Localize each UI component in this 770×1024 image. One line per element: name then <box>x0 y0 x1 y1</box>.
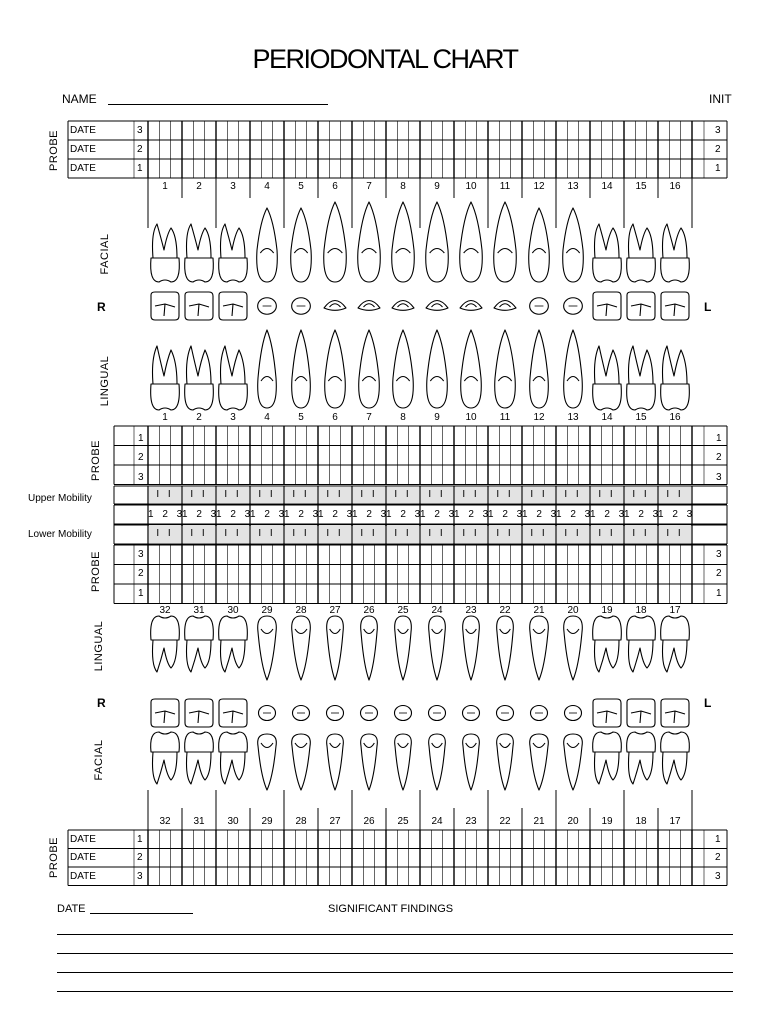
molar-root <box>663 346 688 384</box>
single-root-tooth <box>497 734 514 790</box>
tooth-number: 20 <box>567 605 579 616</box>
mobility-scale-cell[interactable]: 1 2 3 <box>182 509 220 520</box>
tooth-number: 17 <box>669 816 681 827</box>
lower-mobility-cell[interactable]: I I <box>258 528 276 539</box>
tooth-number: 19 <box>601 605 613 616</box>
single-root-tooth <box>530 330 549 408</box>
date-label: DATE <box>70 852 96 863</box>
probe-row-num: 1 <box>715 834 721 845</box>
probe-row-num: 3 <box>715 871 721 882</box>
tooth-number: 22 <box>499 816 511 827</box>
left-label-upper: L <box>704 300 712 314</box>
molar-crown <box>627 616 656 640</box>
molar-crown <box>593 616 622 640</box>
probe-row-num: 3 <box>716 472 722 483</box>
molar-crown <box>219 384 248 410</box>
single-root-tooth <box>530 734 549 790</box>
single-root-tooth <box>427 330 448 408</box>
probe-row-num: 1 <box>715 163 721 174</box>
mobility-scale-cell[interactable]: 1 2 3 <box>284 509 322 520</box>
molar-crown <box>185 616 214 640</box>
mobility-scale-cell[interactable]: 1 2 3 <box>352 509 390 520</box>
probe-row-num: 2 <box>137 852 143 863</box>
tooth-number: 6 <box>332 412 338 423</box>
single-root-tooth <box>292 616 311 680</box>
molar-root <box>221 752 246 784</box>
molar-crown <box>151 616 180 640</box>
single-root-tooth <box>530 616 549 680</box>
tooth-number: 23 <box>465 605 477 616</box>
findings-line[interactable] <box>57 934 733 935</box>
molar-crown <box>627 258 656 282</box>
probe-label-upper: PROBE <box>90 439 102 481</box>
upper-mobility-cell[interactable]: I I <box>292 489 310 500</box>
single-root-tooth <box>395 616 412 680</box>
molar-root <box>629 640 654 672</box>
tooth-number: 8 <box>400 412 406 423</box>
molar-root <box>153 640 178 672</box>
mobility-scale-cell[interactable]: 1 2 3 <box>386 509 424 520</box>
single-root-tooth <box>324 202 347 282</box>
tooth-number: 13 <box>567 412 579 423</box>
single-root-tooth <box>564 734 583 790</box>
single-root-tooth <box>258 734 277 790</box>
probe-row-num: 3 <box>138 549 144 560</box>
probe-row-num: 1 <box>716 433 722 444</box>
molar-crown <box>661 616 690 640</box>
probe-row-num: 2 <box>138 452 144 463</box>
molar-root <box>663 224 688 258</box>
mobility-scale-cell[interactable]: 1 2 3 <box>148 509 186 520</box>
molar-root <box>153 224 178 258</box>
single-root-tooth <box>292 330 311 408</box>
tooth-number: 9 <box>434 412 440 423</box>
tooth-number: 8 <box>400 181 406 192</box>
molar-root <box>221 346 246 384</box>
tooth-number: 24 <box>431 605 443 616</box>
tooth-number: 2 <box>196 412 202 423</box>
probe-row-num: 2 <box>715 852 721 863</box>
tooth-number: 3 <box>230 181 236 192</box>
tooth-number: 11 <box>499 181 511 192</box>
upper-mobility-cell[interactable]: I I <box>394 489 412 500</box>
molar-root <box>629 752 654 784</box>
tooth-number: 11 <box>499 412 511 423</box>
tooth-number: 2 <box>196 181 202 192</box>
probe-row-num: 2 <box>138 568 144 579</box>
tooth-number: 5 <box>298 412 304 423</box>
molar-crown <box>661 732 690 752</box>
tooth-number: 32 <box>159 816 171 827</box>
probe-row-num: 3 <box>137 871 143 882</box>
single-root-tooth <box>327 734 344 790</box>
lower-mobility-cell[interactable]: I I <box>360 528 378 539</box>
tooth-number: 28 <box>295 816 307 827</box>
probe-row-num: 2 <box>716 568 722 579</box>
tooth-number: 14 <box>601 181 613 192</box>
molar-root <box>221 640 246 672</box>
tooth-number: 16 <box>669 412 681 423</box>
molar-crown <box>151 384 180 410</box>
molar-root <box>153 346 178 384</box>
tooth-number: 24 <box>431 816 443 827</box>
probe-row-num: 3 <box>138 472 144 483</box>
single-root-tooth <box>257 208 278 282</box>
findings-line[interactable] <box>57 972 733 973</box>
lower-mobility-cell[interactable]: I I <box>632 528 650 539</box>
tooth-number: 3 <box>230 412 236 423</box>
init-label: INIT <box>709 92 732 106</box>
lower-mobility-cell[interactable]: I I <box>564 528 582 539</box>
significant-findings-label: SIGNIFICANT FINDINGS <box>328 903 454 915</box>
molar-root <box>663 752 688 784</box>
facial-label-lower: FACIAL <box>93 739 105 781</box>
single-root-tooth <box>395 734 412 790</box>
tooth-number: 4 <box>264 181 270 192</box>
molar-crown <box>627 384 656 410</box>
lower-mobility-cell[interactable]: I I <box>496 528 514 539</box>
probe-row-num: 1 <box>716 588 722 599</box>
single-root-tooth <box>564 616 583 680</box>
molar-root <box>629 346 654 384</box>
name-label: NAME <box>62 92 97 106</box>
tooth-number: 19 <box>601 816 613 827</box>
date-label: DATE <box>70 834 96 845</box>
upper-mobility-cell[interactable]: I I <box>462 489 480 500</box>
upper-mobility-cell[interactable]: I I <box>258 489 276 500</box>
single-root-tooth <box>361 616 378 680</box>
molar-root <box>595 640 620 672</box>
lower-mobility-cell[interactable]: I I <box>156 528 174 539</box>
single-root-tooth <box>258 330 277 408</box>
upper-mobility-cell[interactable]: I I <box>530 489 548 500</box>
tooth-number: 10 <box>465 181 477 192</box>
molar-crown <box>593 732 622 752</box>
single-root-tooth <box>258 616 277 680</box>
molar-root <box>663 640 688 672</box>
date-field[interactable] <box>90 913 193 914</box>
single-root-tooth <box>292 734 311 790</box>
molar-crown <box>151 258 180 282</box>
upper-mobility-cell[interactable]: I I <box>598 489 616 500</box>
molar-root <box>629 224 654 258</box>
single-root-tooth <box>426 202 449 282</box>
molar-crown <box>661 384 690 410</box>
probe-row-num: 2 <box>715 144 721 155</box>
upper-mobility-cell[interactable]: I I <box>326 489 344 500</box>
molar-crown <box>219 616 248 640</box>
upper-mobility-cell[interactable]: I I <box>666 489 684 500</box>
molar-crown <box>593 384 622 410</box>
tooth-number: 32 <box>159 605 171 616</box>
single-root-tooth <box>495 330 516 408</box>
lower-mobility-cell[interactable]: I I <box>428 528 446 539</box>
molar-root <box>187 752 212 784</box>
single-root-tooth <box>393 330 414 408</box>
single-root-tooth <box>429 616 446 680</box>
right-label-lower: R <box>97 696 106 710</box>
molar-root <box>595 346 620 384</box>
tooth-number: 29 <box>261 816 273 827</box>
mobility-scale-cell[interactable]: 1 2 3 <box>624 509 662 520</box>
upper-mobility-cell[interactable]: I I <box>564 489 582 500</box>
lower-mobility-cell[interactable]: I I <box>598 528 616 539</box>
molar-crown <box>627 732 656 752</box>
tooth-number: 30 <box>227 605 239 616</box>
single-root-tooth <box>358 202 381 282</box>
facial-label-upper: FACIAL <box>99 233 111 275</box>
upper-mobility-cell[interactable]: I I <box>632 489 650 500</box>
molar-crown <box>185 732 214 752</box>
probe-row-num: 3 <box>715 125 721 136</box>
mobility-scale-cell[interactable]: 1 2 3 <box>250 509 288 520</box>
mobility-scale-cell[interactable]: 1 2 3 <box>454 509 492 520</box>
probe-label-top: PROBE <box>48 129 60 171</box>
molar-crown <box>219 732 248 752</box>
tooth-number: 14 <box>601 412 613 423</box>
single-root-tooth <box>497 616 514 680</box>
tooth-number: 25 <box>397 816 409 827</box>
single-root-tooth <box>325 330 346 408</box>
molar-crown <box>219 258 248 282</box>
lower-mobility-cell[interactable]: I I <box>394 528 412 539</box>
tooth-number: 22 <box>499 605 511 616</box>
single-root-tooth <box>564 330 583 408</box>
molar-crown <box>185 384 214 410</box>
upper-mobility-cell[interactable]: I I <box>190 489 208 500</box>
single-root-tooth <box>460 202 483 282</box>
single-root-tooth <box>563 208 584 282</box>
molar-root <box>595 224 620 258</box>
date-label-footer: DATE <box>57 903 86 915</box>
probe-row-num: 2 <box>716 452 722 463</box>
tooth-number: 18 <box>635 605 647 616</box>
tooth-number: 13 <box>567 181 579 192</box>
single-root-tooth <box>461 330 482 408</box>
lingual-label-lower: LINGUAL <box>93 620 105 672</box>
date-label: DATE <box>70 125 96 136</box>
single-root-tooth <box>429 734 446 790</box>
molar-crown <box>151 732 180 752</box>
tooth-number: 20 <box>567 816 579 827</box>
single-root-tooth <box>494 202 517 282</box>
date-label: DATE <box>70 163 96 174</box>
mobility-scale-cell[interactable]: 1 2 3 <box>318 509 356 520</box>
single-root-tooth <box>463 734 480 790</box>
findings-line[interactable] <box>57 953 733 954</box>
tooth-number: 30 <box>227 816 239 827</box>
probe-row-num: 1 <box>137 834 143 845</box>
page-title: PERIODONTAL CHART <box>252 44 518 74</box>
upper-mobility-cell[interactable]: I I <box>428 489 446 500</box>
tooth-number: 21 <box>533 605 545 616</box>
date-label: DATE <box>70 144 96 155</box>
tooth-number: 10 <box>465 412 477 423</box>
molar-root <box>153 752 178 784</box>
tooth-number: 4 <box>264 412 270 423</box>
lower-mobility-label: Lower Mobility <box>28 529 92 540</box>
lingual-label-upper: LINGUAL <box>99 355 111 407</box>
single-root-tooth <box>291 208 312 282</box>
right-label-upper: R <box>97 300 106 314</box>
single-root-tooth <box>463 616 480 680</box>
probe-row-num: 1 <box>138 433 144 444</box>
tooth-number: 1 <box>162 181 168 192</box>
tooth-number: 31 <box>193 816 205 827</box>
single-root-tooth <box>359 330 380 408</box>
tooth-number: 15 <box>635 181 647 192</box>
tooth-number: 31 <box>193 605 205 616</box>
probe-row-num: 1 <box>138 588 144 599</box>
mobility-scale-cell[interactable]: 1 2 3 <box>590 509 628 520</box>
lower-mobility-cell[interactable]: I I <box>326 528 344 539</box>
molar-root <box>187 224 212 258</box>
molar-root <box>595 752 620 784</box>
upper-mobility-cell[interactable]: I I <box>224 489 242 500</box>
mobility-scale-cell[interactable]: 1 2 3 <box>522 509 560 520</box>
tooth-number: 26 <box>363 816 375 827</box>
upper-mobility-cell[interactable]: I I <box>156 489 174 500</box>
molar-crown <box>661 258 690 282</box>
tooth-number: 7 <box>366 181 372 192</box>
single-root-tooth <box>327 616 344 680</box>
single-root-tooth <box>529 208 550 282</box>
findings-line[interactable] <box>57 991 733 992</box>
tooth-number: 5 <box>298 181 304 192</box>
lower-mobility-cell[interactable]: I I <box>530 528 548 539</box>
tooth-number: 15 <box>635 412 647 423</box>
upper-mobility-cell[interactable]: I I <box>496 489 514 500</box>
tooth-number: 12 <box>533 412 545 423</box>
lower-mobility-cell[interactable]: I I <box>224 528 242 539</box>
tooth-number: 27 <box>329 816 341 827</box>
tooth-number: 21 <box>533 816 545 827</box>
probe-row-num: 1 <box>137 163 143 174</box>
tooth-number: 12 <box>533 181 545 192</box>
molar-crown <box>185 258 214 282</box>
date-label: DATE <box>70 871 96 882</box>
tooth-number: 7 <box>366 412 372 423</box>
probe-row-num: 3 <box>716 549 722 560</box>
single-root-tooth <box>392 202 415 282</box>
tooth-number: 9 <box>434 181 440 192</box>
mobility-scale-cell[interactable]: 1 2 3 <box>420 509 458 520</box>
tooth-number: 29 <box>261 605 273 616</box>
molar-root <box>221 224 246 258</box>
lower-mobility-cell[interactable]: I I <box>190 528 208 539</box>
probe-label-lower: PROBE <box>90 550 102 592</box>
lower-mobility-cell[interactable]: I I <box>462 528 480 539</box>
probe-row-num: 3 <box>137 125 143 136</box>
tooth-number: 18 <box>635 816 647 827</box>
tooth-number: 27 <box>329 605 341 616</box>
single-root-tooth <box>361 734 378 790</box>
molar-root <box>187 640 212 672</box>
molar-crown <box>593 258 622 282</box>
lower-mobility-cell[interactable]: I I <box>292 528 310 539</box>
tooth-number: 28 <box>295 605 307 616</box>
molar-root <box>187 346 212 384</box>
tooth-number: 17 <box>669 605 681 616</box>
probe-row-num: 2 <box>137 144 143 155</box>
left-label-lower: L <box>704 696 712 710</box>
mobility-scale-cell[interactable]: 1 2 3 <box>216 509 254 520</box>
tooth-number: 6 <box>332 181 338 192</box>
tooth-number: 26 <box>363 605 375 616</box>
lower-mobility-cell[interactable]: I I <box>666 528 684 539</box>
tooth-number: 23 <box>465 816 477 827</box>
upper-mobility-cell[interactable]: I I <box>360 489 378 500</box>
mobility-scale-cell[interactable]: 1 2 3 <box>556 509 594 520</box>
upper-mobility-label: Upper Mobility <box>28 493 92 504</box>
mobility-scale-cell[interactable]: 1 2 3 <box>658 509 696 520</box>
tooth-number: 1 <box>162 412 168 423</box>
tooth-number: 25 <box>397 605 409 616</box>
mobility-scale-cell[interactable]: 1 2 3 <box>488 509 526 520</box>
tooth-number: 16 <box>669 181 681 192</box>
probe-label-bottom: PROBE <box>48 836 60 878</box>
